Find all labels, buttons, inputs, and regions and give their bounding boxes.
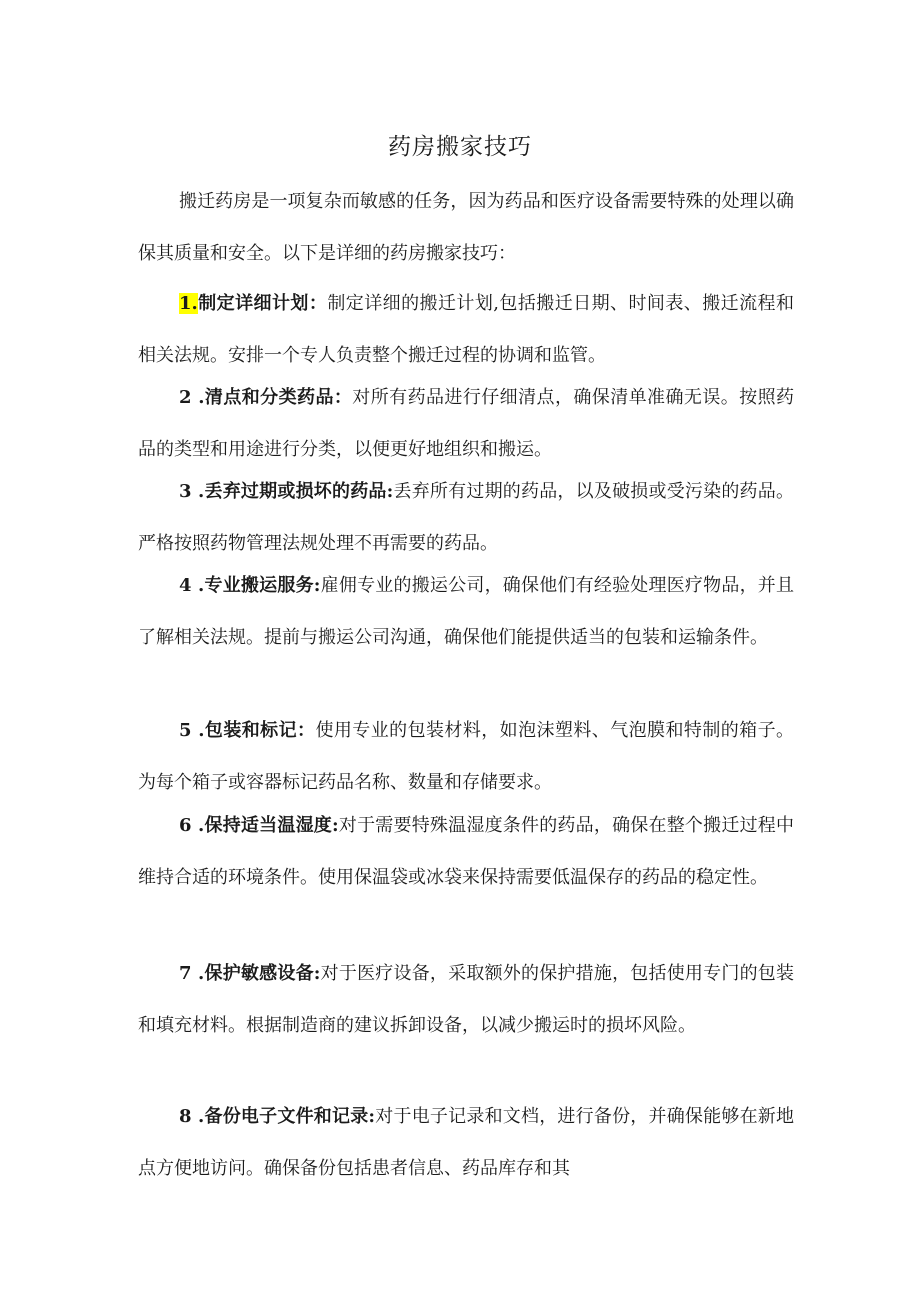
item-heading: 清点和分类药品： [204, 387, 353, 408]
item-number: 4 . [179, 575, 205, 596]
item-body: 雇佣专业的搬运公司，确保他们有经验处理医疗物品，并且了解相关法规。提前与搬运公司沟通，确保他们能提供适当的包装和运输条件。 [138, 575, 795, 648]
list-item [138, 466, 794, 570]
item-number: 5 . [179, 720, 205, 741]
item-body: 制定详细的搬迁计划,包括搬迁日期、时间表、搬迁流程和相关法规。安排一个专人负责整个搬迁过程的协调和监管。 [138, 293, 794, 366]
list-item [138, 372, 794, 476]
item-body: 对于电子记录和文档，进行备份，并确保能够在新地点方便地访问。确保备份包括患者信息、药品库存和其 [138, 1106, 795, 1179]
item-heading: 备份电子文件和记录: [204, 1106, 376, 1127]
list-item [138, 278, 794, 382]
item-number: 1. [179, 293, 198, 314]
item-number: 7 . [179, 963, 205, 984]
item-number: 6 . [179, 815, 205, 836]
item-heading: 保护敏感设备: [204, 963, 321, 984]
item-number: 2 . [179, 387, 205, 408]
intro-paragraph: 搬迁药房是一项复杂而敏感的任务，因为药品和医疗设备需要特殊的处理以确保其质量和安全。以下是详细的药房搬家技巧： [138, 191, 794, 264]
list-item [138, 1091, 794, 1195]
item-heading: 保持适当温湿度: [204, 815, 339, 836]
item-body: 对于需要特殊温湿度条件的药品，确保在整个搬迁过程中维持合适的环境条件。使用保温袋或冰袋来保持需要低温保存的药品的稳定性。 [138, 815, 794, 888]
item-heading: 制定详细计划： [197, 293, 328, 314]
item-body: 使用专业的包装材料，如泡沫塑料、气泡膜和特制的箱子。为每个箱子或容器标记药品名称、数量和存储要求。 [138, 720, 795, 793]
item-number: 3 . [179, 481, 205, 502]
item-heading: 包装和标记： [204, 720, 316, 741]
list-item [138, 560, 794, 664]
page-title: 药房搬家技巧 [388, 134, 532, 160]
item-body: 对于医疗设备，采取额外的保护措施，包括使用专门的包装和填充材料。根据制造商的建议拆卸设备，以减少搬运时的损坏风险。 [138, 963, 795, 1036]
item-heading: 专业搬运服务: [204, 575, 321, 596]
list-item [138, 948, 794, 1052]
item-body: 丢弃所有过期的药品，以及破损或受污染的药品。严格按照药物管理法规处理不再需要的药品。 [138, 481, 794, 554]
item-heading: 丢弃过期或损坏的药品: [204, 481, 394, 502]
item-body: 对所有药品进行仔细清点，确保清单准确无误。按照药品的类型和用途进行分类，以便更好地组织和搬运。 [138, 387, 795, 460]
item-number: 8 . [179, 1106, 205, 1127]
list-item [138, 800, 794, 904]
list-item [138, 705, 794, 809]
